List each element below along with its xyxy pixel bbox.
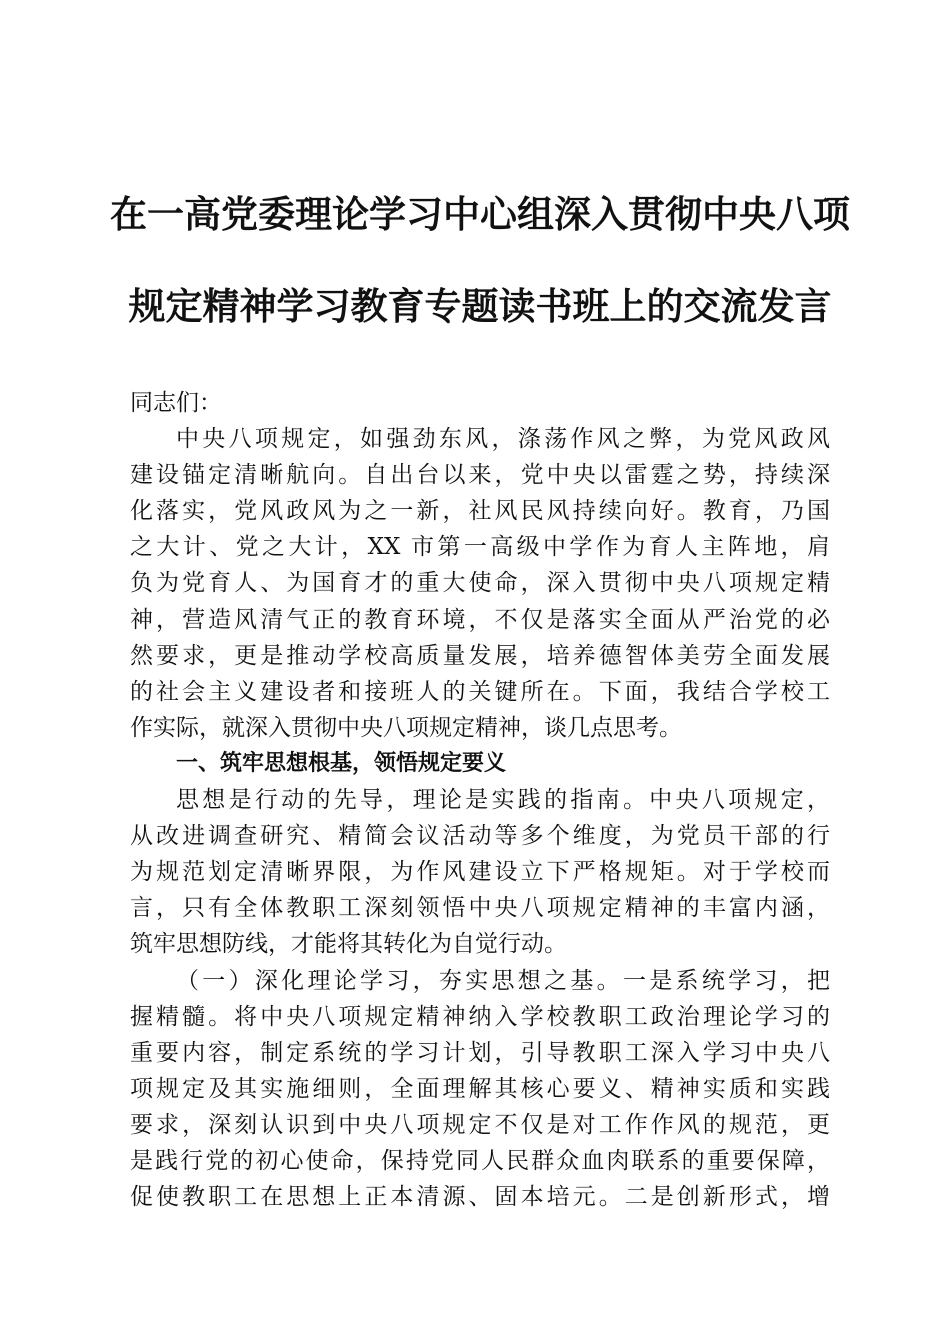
paragraph-line: 中央八项规定，如强劲东风，涤荡作风之弊，为党风政风 bbox=[176, 426, 830, 453]
paragraph-line: 重要内容，制定系统的学习计划，引导教职工深入学习中央八 bbox=[130, 1039, 830, 1066]
document-title-line-1: 在一高党委理论学习中心组深入贯彻中央八项 bbox=[110, 192, 850, 236]
paragraph-line: 作实际，就深入贯彻中央八项规定精神，谈几点思考。 bbox=[130, 714, 682, 741]
paragraph-line: 的社会主义建设者和接班人的关键所在。下面，我结合学校工 bbox=[130, 678, 830, 705]
paragraph-line: 筑牢思想防线，才能将其转化为自觉行动。 bbox=[130, 931, 567, 958]
paragraph-line: 是践行党的初心使命，保持党同人民群众血肉联系的重要保障， bbox=[130, 1147, 830, 1174]
salutation: 同志们： bbox=[130, 390, 222, 416]
paragraph-line: 言，只有全体教职工深刻领悟中央八项规定精神的丰富内涵， bbox=[130, 895, 830, 922]
paragraph-line: （一）深化理论学习，夯实思想之基。一是系统学习，把 bbox=[176, 967, 830, 994]
paragraph-line: 项规定及其实施细则，全面理解其核心要义、精神实质和实践 bbox=[130, 1075, 830, 1102]
document-body bbox=[130, 385, 830, 1215]
paragraph-line: 思想是行动的先导，理论是实践的指南。中央八项规定， bbox=[176, 787, 830, 814]
paragraph-line: 神，营造风清气正的教育环境，不仅是落实全面从严治党的必 bbox=[130, 606, 830, 633]
paragraph-line: 然要求，更是推动学校高质量发展，培养德智体美劳全面发展 bbox=[130, 642, 830, 669]
paragraph-line: 化落实，党风政风为之一新，社风民风持续向好。教育，乃国 bbox=[130, 498, 830, 525]
paragraph-line: 为规范划定清晰界限，为作风建设立下严格规矩。对于学校而 bbox=[130, 859, 830, 886]
paragraph-line: 建设锚定清晰航向。自出台以来，党中央以雷霆之势，持续深 bbox=[130, 462, 830, 489]
paragraph-line: 从改进调查研究、精简会议活动等多个维度，为党员干部的行 bbox=[130, 823, 830, 850]
paragraph-line: 之大计、党之大计，XX 市第一高级中学作为育人主阵地，肩 bbox=[130, 534, 830, 561]
paragraph-line: 要求，深刻认识到中央八项规定不仅是对工作作风的规范，更 bbox=[130, 1111, 830, 1138]
paragraph-line: 负为党育人、为国育才的重大使命，深入贯彻中央八项规定精 bbox=[130, 570, 830, 597]
paragraph-line: 握精髓。将中央八项规定精神纳入学校教职工政治理论学习的 bbox=[130, 1003, 830, 1030]
paragraph-line: 促使教职工在思想上正本清源、固本培元。二是创新形式，增 bbox=[130, 1184, 830, 1211]
section-heading: 一、筑牢思想根基，领悟规定要义 bbox=[176, 750, 507, 776]
document-title-line-2: 规定精神学习教育专题读书班上的交流发言 bbox=[128, 284, 832, 328]
